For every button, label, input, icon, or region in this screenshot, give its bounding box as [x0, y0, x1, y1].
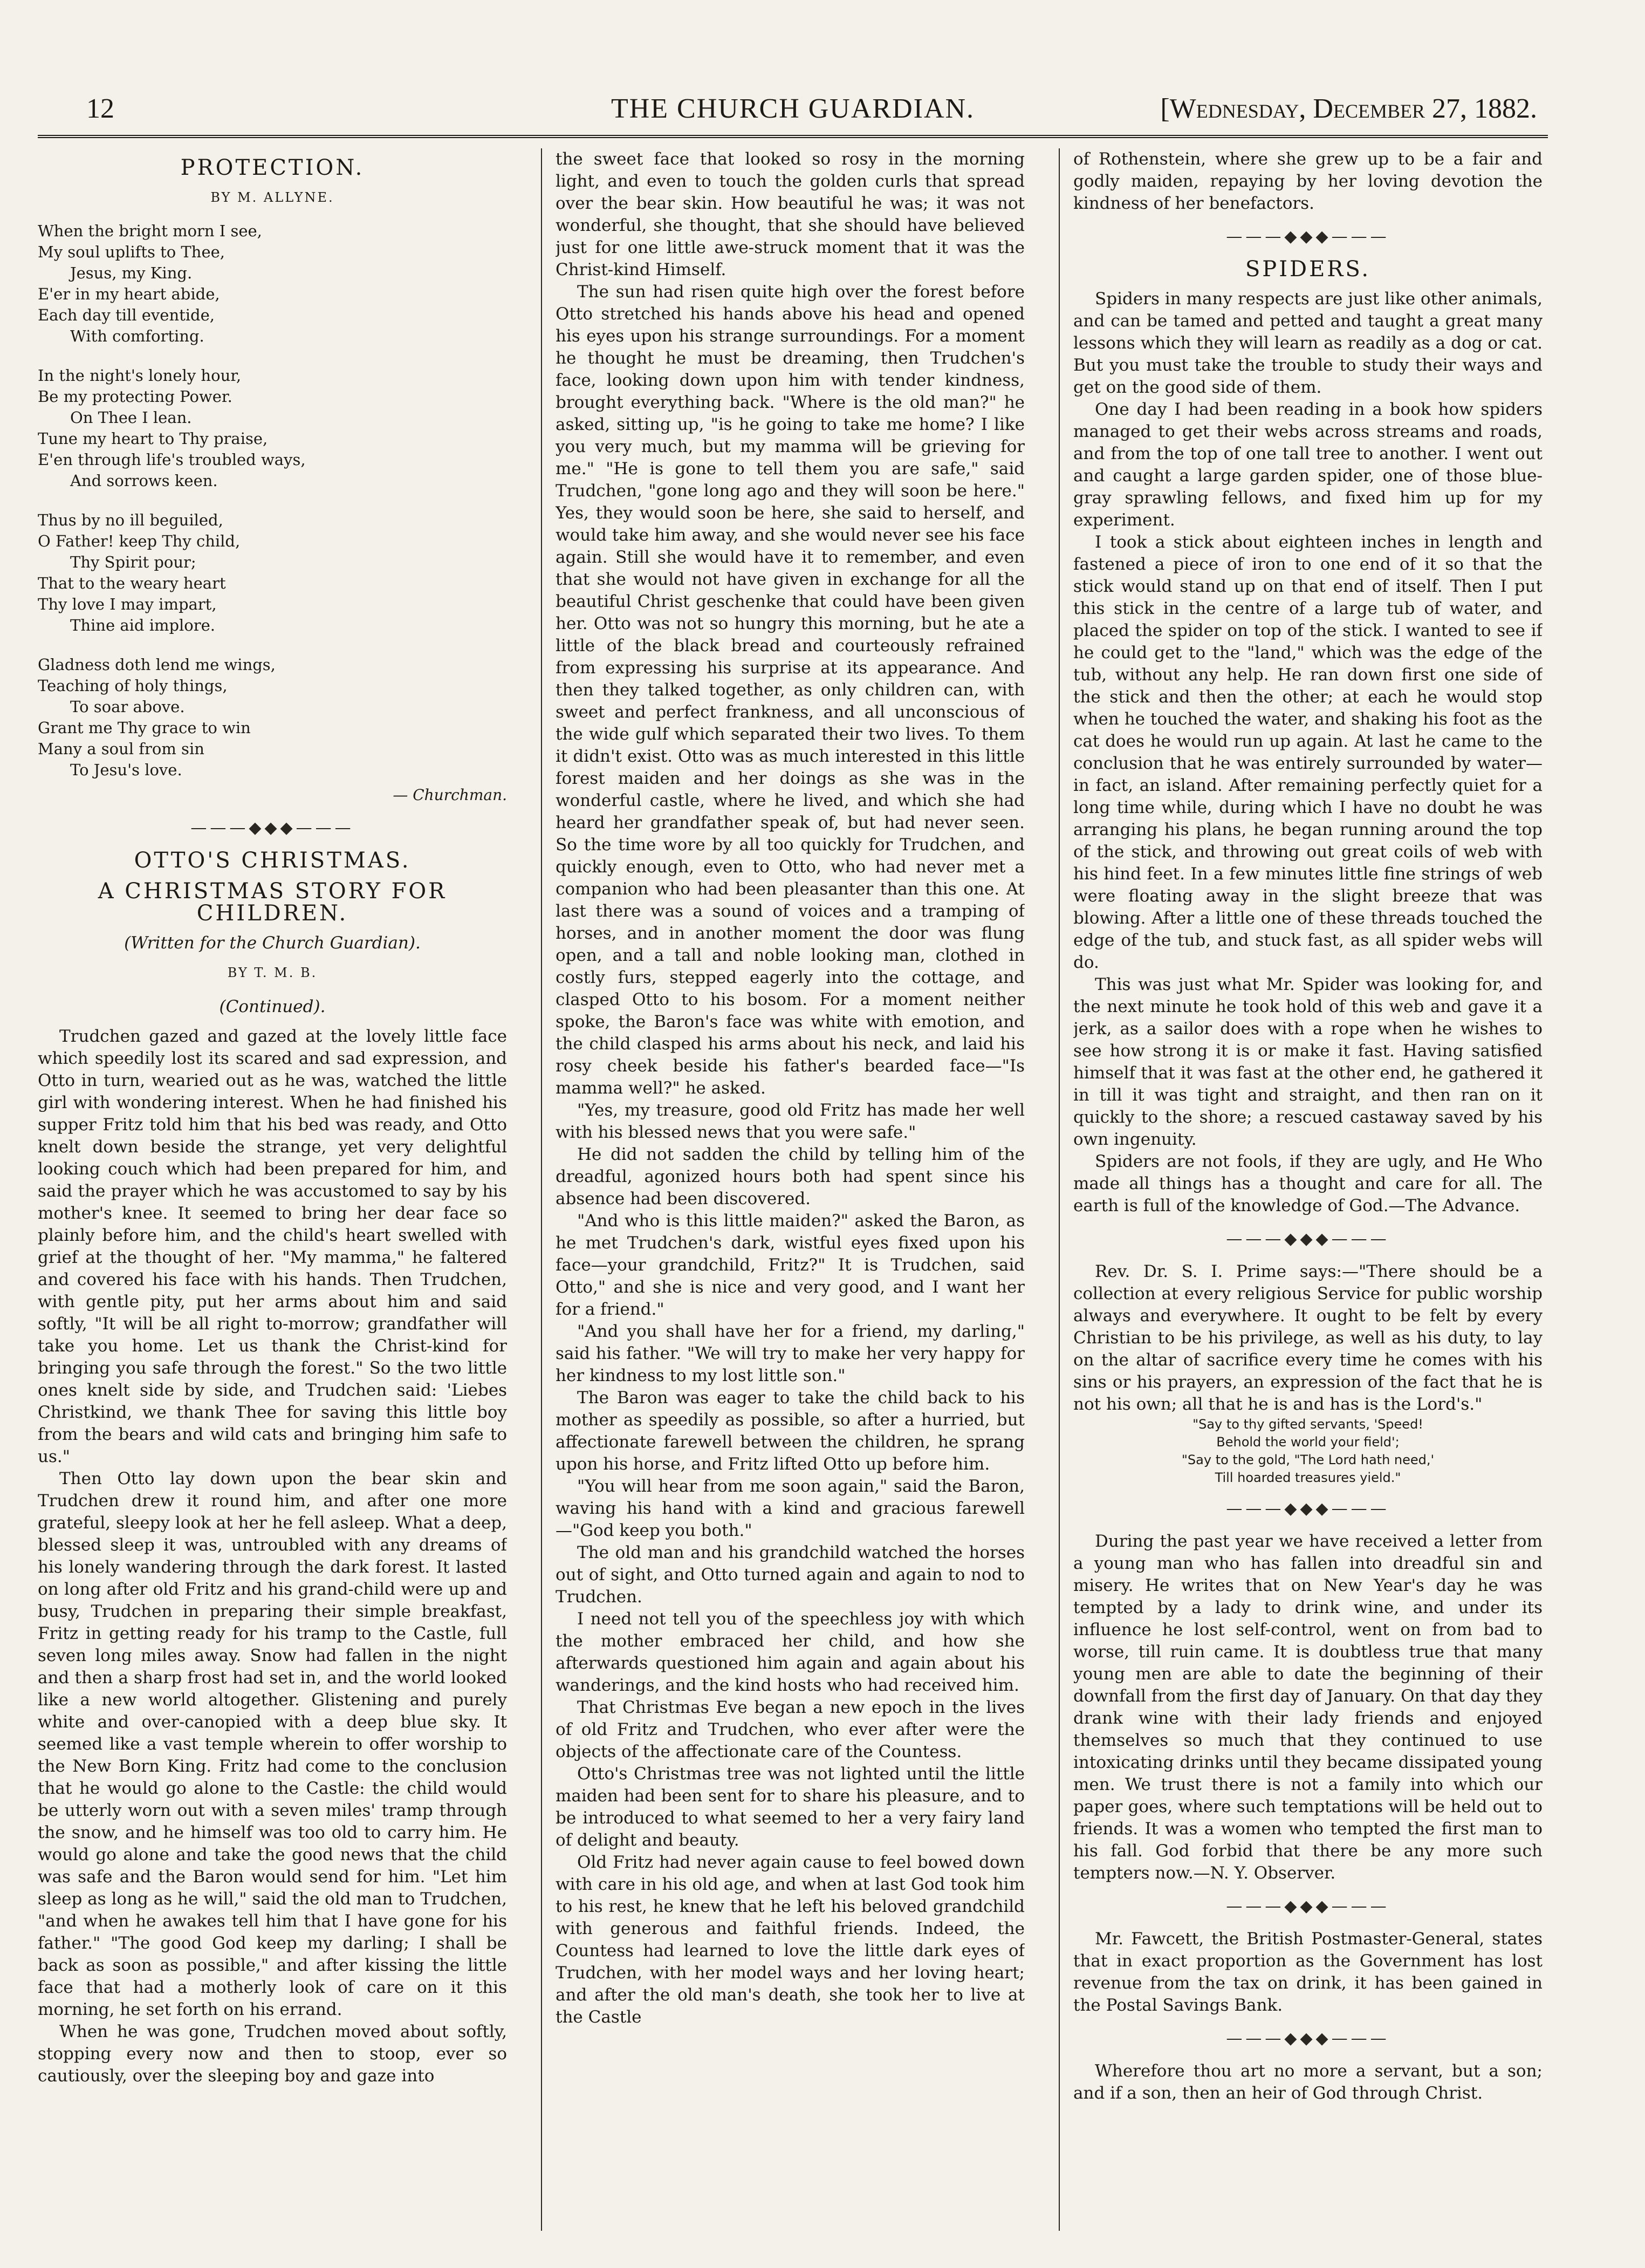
poem-line: Gladness doth lend me wings, — [38, 655, 276, 674]
ornament-divider: ———◆◆◆——— — [1226, 227, 1390, 246]
poem-line: Each day till eventide, — [38, 306, 215, 324]
poem-line: Many a soul from sin — [38, 740, 204, 758]
masthead — [38, 81, 1548, 138]
article-paragraph-prime: Rev. Dr. S. I. Prime says:—"There should be a collection at every religious Service for public worship always and everywhere. It ought to be felt by every Christian to be his privilege, as well as his duty, to lay on the altar of sacrifice every time he comes with his sins or his prayers, an expression of the fact that he is not his own; all that he is and has is the Lord's." — [1073, 1262, 1543, 1414]
poem-line: With comforting. — [70, 327, 204, 345]
poem-line: In the night's lonely hour, — [38, 366, 242, 385]
ornament-divider: ———◆◆◆——— — [190, 818, 354, 837]
poem-title: PROTECTION. — [180, 155, 365, 180]
issue-date: [Wednesday, December 27, 1882. — [1160, 93, 1537, 124]
poem-line: Teaching of holy things, — [38, 677, 228, 695]
poem-line: Thine aid implore. — [70, 616, 216, 634]
poem-byline: BY M. ALLYNE. — [210, 190, 334, 205]
story-paragraph: "Yes, my treasure, good old Fritz has made her well with his blessed news that you were safe." — [556, 1101, 1025, 1142]
poem-line: Tune my heart to Thy praise, — [38, 429, 268, 448]
poem-line: O Father! keep Thy child, — [38, 532, 241, 550]
poem-line: Thy Spirit pour; — [70, 553, 196, 571]
poem-body — [38, 221, 507, 781]
ornament-divider: ———◆◆◆——— — [1226, 1229, 1390, 1248]
page-number: 12 — [86, 93, 114, 124]
article-paragraph: I took a stick about eighteen inches in length and fastened a piece of iron to one end of it so that the stick would stand up on that end of itself. Then I put this stick in the centre of a large tub of water, and placed the spider on top of the stick. I wanted to see if he could get to the "land," which was the edge of the tub, without any help. He ran down first one side of the stick and then the other; at each he would stop when he touched the water, and shaking his foot as the cat does he would run up again. At last he came to the conclusion that he was entirely surrounded by water—in fact, an island. After remaining perfectly quiet for a long time while, during which I have no doubt he was arranging his plans, he began running around the top of the stick, and throwing out great coils of web with his hind feet. In a few minutes little fine strings of web were floating away in the slight breeze that was blowing. After a little one of these threads touched the edge of the tub, and stuck fast, as all spider webs will do. — [1073, 532, 1543, 972]
column-2 — [556, 148, 1025, 2231]
story-paragraph: Otto's Christmas tree was not lighted until the little maiden had been sent for to share his pleasure, and to be introduced to what seemed to her a very fairy land of delight and beauty. — [556, 1764, 1025, 1850]
article-paragraph-wherefore: Wherefore thou art no more a servant, but a son; and if a son, then an heir of God through Christ. — [1073, 2061, 1543, 2103]
story-paragraph: He did not sadden the child by telling him of the dreadful, agonized hours both had spent since his absence had been discovered. — [556, 1145, 1025, 1208]
poem-line: To Jesu's love. — [70, 761, 182, 779]
poem-line: And sorrows keen. — [70, 472, 218, 490]
poem-source: — Churchman. — [393, 786, 507, 804]
quote-line: "Say to thy gifted servants, 'Speed! — [1192, 1417, 1423, 1432]
verse-quote — [1073, 1416, 1543, 1487]
poem-line: Thus by no ill beguiled, — [38, 511, 223, 529]
story-paragraph: The sun had risen quite high over the forest before Otto stretched his hands above his head and opened his eyes upon his strange surroundings. For a moment he thought he must be dreaming, then Trudchen's face, looking down upon him with tender kindness, brought everything back. "Where is the old man?" he asked, sitting up, "is he going to take me home? I like you very much, but my mamma will be grieving for me." "He is gone to tell them you are safe," said Trudchen, "gone long ago and they will soon be here." Yes, they would soon be here, she said to herself, and would take him away, and she would never see his face again. Still she would have it to remember, and even that she would not have given in exchange for all the beautiful Christ geschenke that could have been given her. Otto was not so hungry this morning, but he ate a little of the black bread and courteously refrained from expressing his surprise at its appearance. And then they talked together, as only children can, with sweet and perfect frankness, and all unconscious of the wide gulf which separated their two lives. To them it didn't exist. Otto was as much interested in this little forest maiden and her doings as she was in the wonderful castle, where he lived, and which she had heard her grandfather speak of, but had never seen. So the time wore by all too quickly for Trudchen, and quickly enough, even to Otto, who had never met a companion who had been pleasanter than this one. At last there was a sound of voices and a tramping of horses, and in another moment the door was flung open, and a tall and noble looking man, clothed in costly furs, stepped eagerly into the cottage, and clasped Otto to his bosom. For a moment neither spoke, the Baron's face was white with emotion, and the child clasped his arms about his neck, and laid his rosy cheek beside his father's bearded face—"Is mamma well?" he asked. — [556, 282, 1025, 1098]
poem-line: E'en through life's troubled ways, — [38, 450, 306, 469]
story-paragraph: the sweet face that looked so rosy in the morning light, and even to touch the golden curls that spread over the bear skin. How beautiful he was; it was not wonderful, she thought, that she should have believed just for one little awe-struck moment that it was the Christ-kind Himself. — [556, 149, 1025, 279]
poem-line: When the bright morn I see, — [38, 222, 262, 240]
story-paragraph: Old Fritz had never again cause to feel bowed down with care in his old age, and when at last God took him to his rest, he knew that he left his beloved grandchild with generous and faithful friends. Indeed, the Countess had learned to love the little dark eyes of Trudchen, with her model ways and her loving heart; and after the old man's death, she took her to live at the Castle — [556, 1853, 1025, 2027]
story-paragraph: I need not tell you of the speechless joy with which the mother embraced her child, and how she afterwards questioned him again and again about his wanderings, and the kind hosts who had received him. — [556, 1609, 1025, 1695]
story-paragraph: When he was gone, Trudchen moved about softly, stopping every now and then to stoop, ever so cautiously, over the sleeping boy and gaze into — [38, 2022, 507, 2086]
poem-line: Thy love I may impart, — [38, 595, 217, 613]
column-3 — [1073, 148, 1543, 2231]
poem-line: To soar above. — [70, 698, 185, 716]
story-note: (Written for the Church Guardian). — [124, 933, 421, 953]
poem-line: E'er in my heart abide, — [38, 285, 220, 303]
article-paragraph: Spiders are not fools, if they are ugly, and He Who made all things has a thought and care for all. The earth is full of the knowledge of God.—The Advance. — [1073, 1152, 1543, 1215]
poem-line: My soul uplifts to Thee, — [38, 243, 225, 261]
story-paragraph: The Baron was eager to take the child back to his mother as speedily as possible, so after a hurried, but affectionate farewell between the children, he sprang upon his horse, and Fritz lifted Otto up before him. — [556, 1388, 1025, 1474]
column-rule — [1059, 148, 1060, 2231]
story-paragraph: "You will hear from me soon again," said the Baron, waving his hand with a kind and gracious farewell—"God keep you both." — [556, 1477, 1025, 1540]
ornament-divider: ———◆◆◆——— — [1226, 1499, 1390, 1518]
column-1 — [38, 148, 507, 2231]
poem-line: That to the weary heart — [38, 574, 226, 592]
article-paragraph: This was just what Mr. Spider was looking for, and the next minute he took hold of this web and gave it a jerk, as a sailor does with a rope when he wishes to see how strong it is or make it fast. Having satisfied himself that it was fast at the other end, he gathered it in till it was tight and straight, and then ran on it quickly to the shore; a rescued castaway saved by his own ingenuity. — [1073, 975, 1543, 1149]
poem-line: Jesus, my King. — [70, 264, 193, 282]
article-title-spiders: SPIDERS. — [1245, 257, 1371, 282]
quote-line: Till hoarded treasures yield." — [1215, 1470, 1401, 1485]
article-paragraph: One day I had been reading in a book how spiders managed to get their webs across streams and roads, and from the top of one tall tree to another. I went out and caught a large garden spider, one of those blue-gray sprawling fellows, and fixed him up for my experiment. — [1073, 400, 1543, 530]
story-continued: (Continued). — [219, 997, 326, 1016]
article-paragraph-fawcett: Mr. Fawcett, the British Postmaster-General, states that in exact proportion as the Government has lost revenue from the tax on drink, it has been gained in the Postal Savings Bank. — [1073, 1929, 1543, 2015]
story-paragraph: "And you shall have her for a friend, my darling," said his father. "We will try to make her very happy for her kindness to my lost little son." — [556, 1322, 1025, 1385]
column-rule — [541, 148, 542, 2231]
story-paragraph: Trudchen gazed and gazed at the lovely little face which speedily lost its scared and sad expression, and Otto in turn, wearied out as he was, watched the little girl with wondering interest. When he had finished his supper Fritz told him that his bed was ready, and Otto knelt down beside the strange, yet very delightful looking couch which had been prepared for him, and said the prayer which he was accustomed to say by his mother's knee. It seemed to bring her dear face so plainly before him, and the child's heart swelled with grief at the thought of her. "My mamma," he faltered and covered his face with his hands. Then Trudchen, with gentle pity, put her arms about him and said softly, "It will be all right to-morrow; grandfather will take you home. Let us thank the Christ-kind for bringing you safe through the forest." So the two little ones knelt side by side, and Trudchen said: 'Liebes Christkind, we thank Thee for saving this little boy from the bears and wild cats and bringing him safe to us." — [38, 1027, 507, 1466]
story-paragraph: Then Otto lay down upon the bear skin and Trudchen drew it round him, and after one more grateful, sleepy look at her he fell asleep. What a deep, blessed sleep it was, untroubled with any dreams of his lonely wandering through the dark forest. It lasted on long after old Fritz and his grand-child were up and busy, Trudchen in preparing their simple breakfast, Fritz in getting ready for his tramp to the Castle, full seven long miles away. Snow had fallen in the night and then a sharp frost had set in, and the world looked like a new world altogether. Glistening and purely white and over-canopied with a deep blue sky. It seemed like a vast temple wherein to offer worship to the New Born King. Fritz had come to the conclusion that he would go alone to the Castle: the child would be utterly worn out with a seven miles' tramp through the snow, and he himself was too old to carry him. He would go alone and take the good news that the child was safe and the Baron would send for him. "Let him sleep as long as he will," said the old man to Trudchen, "and when he awakes tell him that I have gone for his father." "The good God keep my darling; I shall be back as soon as possible," and after kissing the little face that had a motherly look of care on it this morning, he set forth on his errand. — [38, 1469, 507, 2019]
ornament-divider: ———◆◆◆——— — [1226, 1897, 1390, 1916]
story-paragraph: That Christmas Eve began a new epoch in the lives of old Fritz and Trudchen, who ever after were the objects of the affectionate care of the Countess. — [556, 1698, 1025, 1761]
poem-line: Be my protecting Power. — [38, 387, 232, 406]
newspaper-title: THE CHURCH GUARDIAN. — [611, 93, 975, 124]
article-paragraph: Spiders in many respects are just like other animals, and can be tamed and petted and taught a great many lessons which they will learn as readily as a dog or cat. But you must take the trouble to study their ways and get on the good side of them. — [1073, 289, 1543, 397]
story-paragraph: "And who is this little maiden?" asked the Baron, as he met Trudchen's dark, wistful eyes fixed upon his face—your grandchild, Fritz?" It is Trudchen, said Otto," and she is nice and very good, and I want her for a friend." — [556, 1211, 1025, 1319]
story-subtitle: A CHRISTMAS STORY FOR CHILDREN. — [98, 879, 447, 926]
story-paragraph: of Rothenstein, where she grew up to be a fair and godly maiden, repaying by her loving devotion the kindness of her benefactors. — [1073, 149, 1543, 213]
poem-line: Grant me Thy grace to win — [38, 719, 251, 737]
quote-line: "Say to the gold, "The Lord hath need,' — [1181, 1452, 1435, 1467]
quote-line: Behold the world your field'; — [1216, 1434, 1400, 1450]
ornament-divider: ———◆◆◆——— — [1226, 2029, 1390, 2048]
article-paragraph-during: During the past year we have received a letter from a young man who has fallen into dreadful sin and misery. He writes that on New Year's day he was tempted by a lady to drink wine, and under its influence he lost self-control, went on from bad to worse, till ruin came. It is doubtless true that many young men are able to date the beginning of their downfall from the first day of January. On that day they drank wine with their lady friends and enjoyed themselves so much that they continued to use intoxicating drinks until they became dissipated young men. We trust there is not a family into which our paper goes, where such temptations will be held out to friends. It was a women who tempted the first man to his fall. God forbid that there be any more such tempters now.—N. Y. Observer. — [1073, 1532, 1543, 1883]
poem-line: On Thee I lean. — [70, 408, 192, 427]
story-title: OTTO'S CHRISTMAS. — [134, 848, 411, 873]
story-paragraph: The old man and his grandchild watched the horses out of sight, and Otto turned again and again to nod to Trudchen. — [556, 1543, 1025, 1607]
story-byline: BY T. M. B. — [227, 965, 318, 980]
